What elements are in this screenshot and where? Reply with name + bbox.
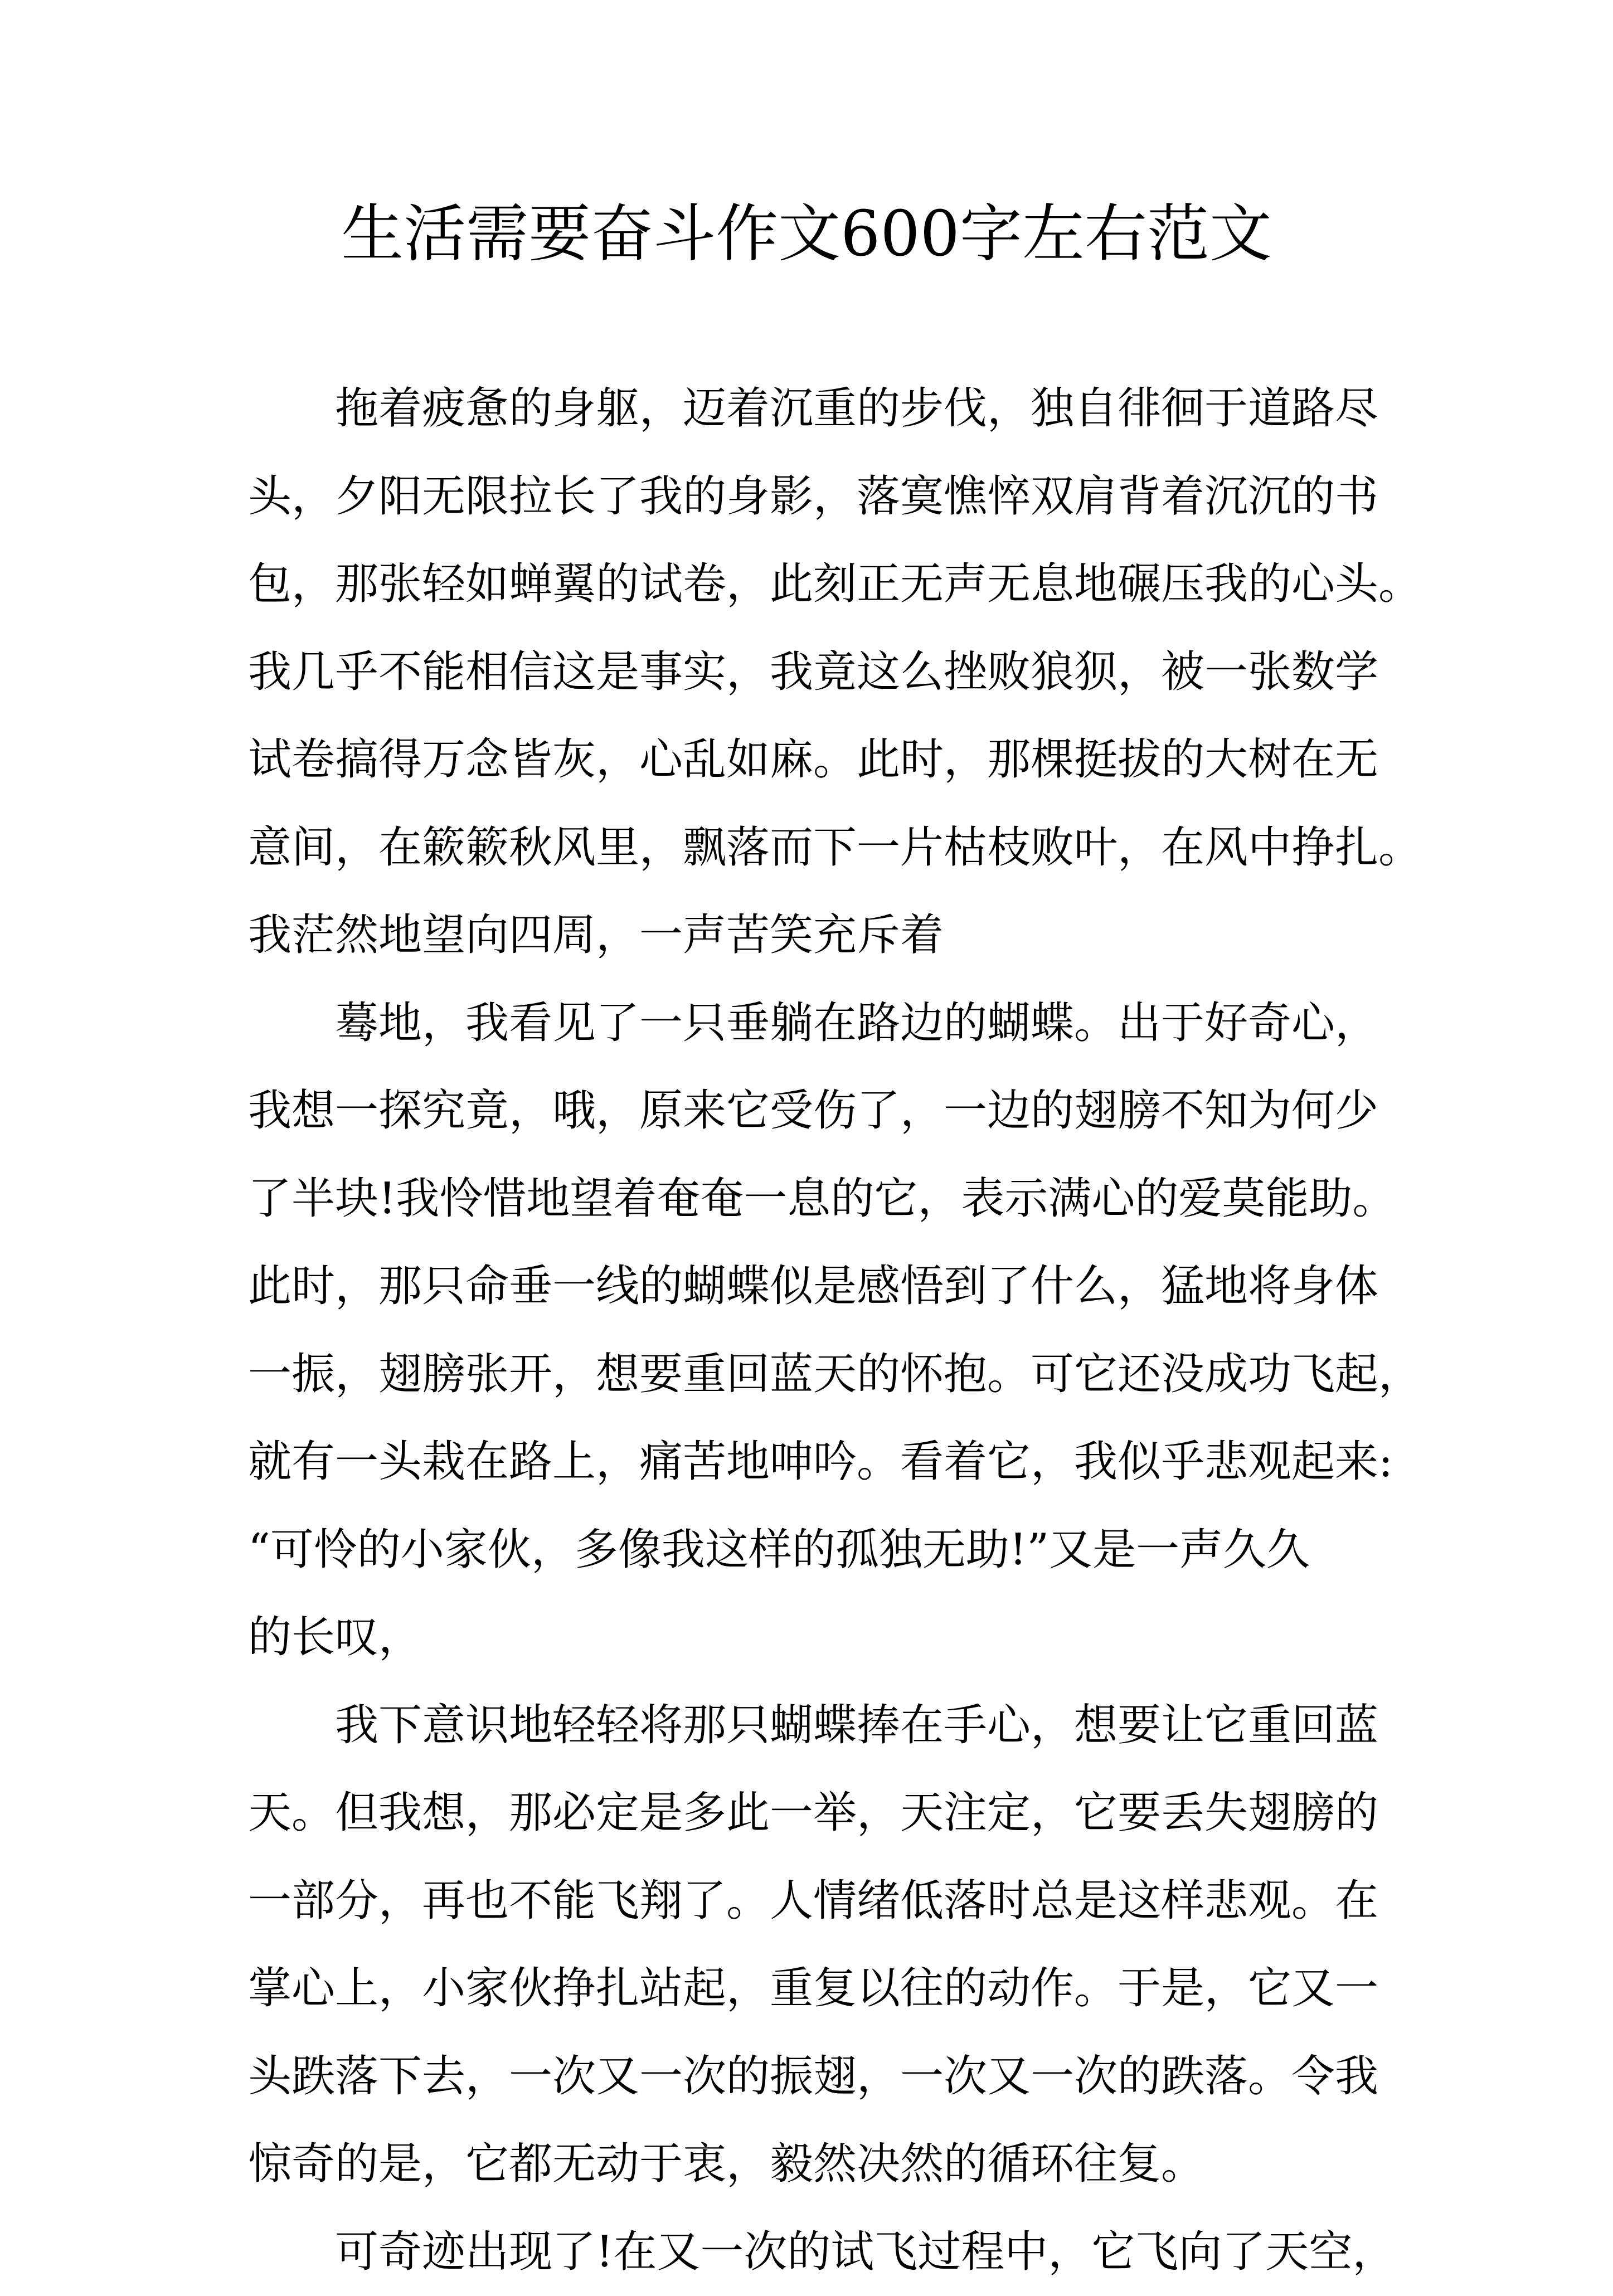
paragraph-3: [248, 1682, 1379, 2209]
text-line: 蓦地，我看见了一只垂躺在路边的蝴蝶。出于好奇心，: [248, 980, 1379, 1068]
text-line: 我几乎不能相信这是事实，我竟这么挫败狼狈，被一张数学: [248, 629, 1379, 717]
text-line: 试卷搞得万念皆灰，心乱如麻。此时，那棵挺拔的大树在无: [248, 716, 1379, 804]
text-line: 了半块!我怜惜地望着奄奄一息的它，表示满心的爱莫能助。: [248, 1155, 1379, 1243]
paragraph-2: [248, 980, 1379, 1682]
text-line: 此时，那只命垂一线的蝴蝶似是感悟到了什么，猛地将身体: [248, 1243, 1379, 1331]
text-line: 就有一头栽在路上，痛苦地呻吟。看着它，我似乎悲观起来:: [248, 1418, 1379, 1506]
text-line: 一部分，再也不能飞翔了。人情绪低落时总是这样悲观。在: [248, 1857, 1379, 1945]
document-body: [248, 365, 1379, 2296]
text-line: 惊奇的是，它都无动于衷，毅然决然的循环往复。: [248, 2120, 1379, 2209]
text-line: 意间，在簌簌秋风里，飘落而下一片枯枝败叶，在风中挣扎。: [248, 804, 1379, 892]
text-line: 一振，翅膀张开，想要重回蓝天的怀抱。可它还没成功飞起，: [248, 1331, 1379, 1419]
document-title: 生活需要奋斗作文600字左右范文: [0, 189, 1613, 279]
text-line: 头跌落下去，一次又一次的振翅，一次又一次的跌落。令我: [248, 2033, 1379, 2121]
text-line: 我想一探究竟，哦，原来它受伤了，一边的翅膀不知为何少: [248, 1067, 1379, 1155]
text-line: 可奇迹出现了!在又一次的试飞过程中，它飞向了天空，: [248, 2209, 1379, 2296]
paragraph-4: [248, 2209, 1379, 2296]
text-line: 头，夕阳无限拉长了我的身影，落寞憔悴双肩背着沉沉的书: [248, 453, 1379, 541]
text-line: 拖着疲惫的身躯，迈着沉重的步伐，独自徘徊于道路尽: [248, 365, 1379, 453]
text-line: 掌心上，小家伙挣扎站起，重复以往的动作。于是，它又一: [248, 1945, 1379, 2033]
text-line: 的长叹，: [248, 1594, 1379, 1682]
text-line: 天。但我想，那必定是多此一举，天注定，它要丢失翅膀的: [248, 1769, 1379, 1857]
text-line: 我下意识地轻轻将那只蝴蝶捧在手心，想要让它重回蓝: [248, 1682, 1379, 1770]
paragraph-1: [248, 365, 1379, 980]
text-line: 我茫然地望向四周，一声苦笑充斥着: [248, 892, 1379, 980]
text-line: 包，那张轻如蝉翼的试卷，此刻正无声无息地碾压我的心头。: [248, 541, 1379, 629]
text-line: “可怜的小家伙，多像我这样的孤独无助!”又是一声久久: [248, 1506, 1379, 1594]
